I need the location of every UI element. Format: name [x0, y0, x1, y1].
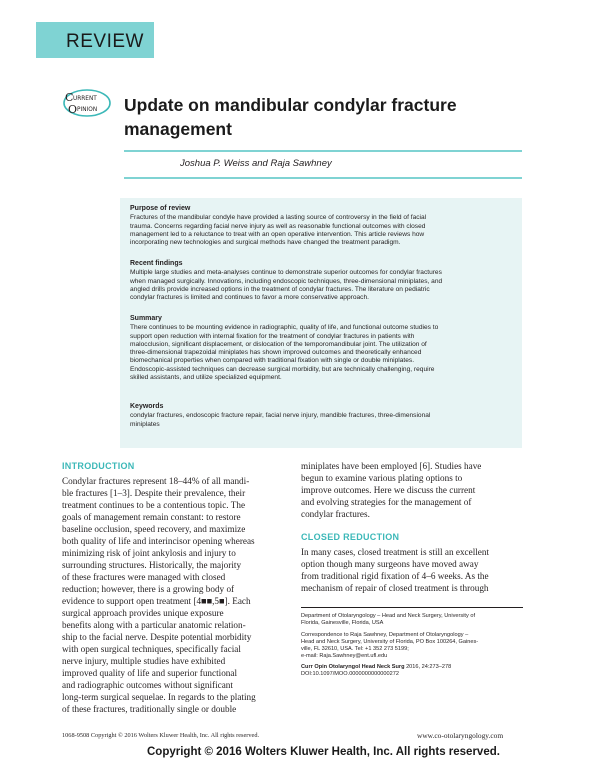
abstract-line: condylar fractures is limited and continues to favor a more conservative approach.	[130, 294, 369, 302]
department-line: Department of Otolaryngology – Head and Neck Surgery, University of	[301, 613, 476, 619]
body-line: both quality of life and interincisor opening whereas	[62, 536, 255, 546]
footer-issn-copyright: 1068-9508 Copyright © 2016 Wolters Kluwer Health, Inc. All rights reserved.	[62, 732, 260, 739]
citation-line	[301, 664, 531, 671]
intro-continuation	[301, 460, 523, 520]
keywords-heading: Keywords	[130, 403, 164, 410]
affiliation-rule	[301, 607, 523, 608]
abstract-line: malocclusion, significant displacement, or dislocation of the temporomandibular joint. The utilization of	[130, 340, 427, 348]
body-line: option though many surgeons have moved away	[301, 559, 479, 569]
body-line: baseline occlusion, speed recovery, and maximize	[62, 524, 246, 534]
abstract-findings	[130, 260, 522, 302]
abstract-line: support open reduction with internal fixation for the treatment of condylar fractures in patients with	[130, 332, 415, 340]
body-line: from traditional rigid fixation of 4–6 weeks. As the	[301, 571, 489, 581]
introduction-body	[62, 475, 287, 715]
body-line: goals of management remain constant: to restore	[62, 512, 241, 522]
body-line: minimizing risk of joint ankylosis and injury to	[62, 548, 236, 558]
department-line: Florida, Gainesville, Florida, USA	[301, 620, 384, 627]
logo-line2: PINION	[77, 107, 98, 113]
abstract-line: condylar fractures, endoscopic fracture repair, facial nerve injury, mandible fractures, three-dimensional	[130, 412, 431, 420]
body-line: and evolving strategies for the management of	[301, 497, 472, 507]
body-line: long-term surgical sequelae. In regards to the plating	[62, 692, 256, 702]
body-line: with open surgical techniques, specifically facial	[62, 644, 241, 654]
abstract-purpose	[130, 205, 522, 247]
abstract-line: three-dimensional trapezoidal miniplates has shown improved outcomes and theoretically enhanced	[130, 349, 422, 357]
closed-reduction-heading: CLOSED REDUCTION	[301, 532, 400, 542]
abstract-line: angled drills provide increased options in the treatment of condylar fractures. The literature on pediatric	[130, 285, 430, 293]
body-line: and radiographic outcomes without significant	[62, 680, 233, 690]
title-line-1: Update on mandibular condylar fracture	[124, 95, 457, 115]
body-line: benefits along with a particular anatomic relation-	[62, 620, 246, 630]
abstract-summary	[130, 315, 522, 382]
body-line: mechanism of repair of closed treatment is through	[301, 583, 489, 593]
article-title	[124, 93, 544, 141]
correspondence-line: Head and Neck Surgery, University of Florida, PO Box 100264, Gaines-	[301, 638, 479, 645]
body-line: ship to the facial nerve. Despite potential morbidity	[62, 632, 252, 642]
footer-website-link[interactable]: www.co-otolaryngology.com	[417, 731, 504, 740]
review-label: REVIEW	[66, 31, 144, 52]
body-line: of these fractures were managed with closed	[62, 572, 226, 582]
logo-big-c: C	[65, 91, 74, 104]
doi: DOI:10.1097/MOO.0000000000000272	[301, 671, 399, 678]
body-line: improved quality of life and superior functional	[62, 668, 238, 678]
body-line: surrounding structures. Historically, the majority	[62, 560, 242, 570]
affiliation-block	[301, 613, 531, 678]
summary-heading: Summary	[130, 315, 162, 322]
correspondence-line: e-mail: Raja.Sawhney@ent.ufl.edu	[301, 653, 388, 660]
title-rule	[124, 150, 522, 152]
abstract-line: trauma. Concerns regarding facial nerve injury as well as reasonable functional outcomes with closed	[130, 222, 426, 230]
abstract-keywords	[130, 403, 522, 429]
introduction-heading: INTRODUCTION	[62, 461, 135, 471]
body-line: improve outcomes. Here we discuss the current	[301, 485, 476, 495]
body-line: nerve injury, multiple studies have exhibited	[62, 656, 226, 666]
body-line: evidence to support open treatment [4■■,5■]. Each	[62, 596, 251, 606]
body-line: In many cases, closed treatment is still an excellent	[301, 547, 490, 557]
abstract-line: incorporating new technologies and surgical methods have changed the treatment paradigm.	[130, 239, 401, 247]
abstract-line: Fractures of the mandibular condyle have provided a lasting source of controversy in the field of facial	[130, 214, 427, 222]
abstract-line: Multiple large studies and meta-analyses continue to demonstrate superior outcomes for condylar fractures	[130, 269, 442, 277]
body-line: surgical approach provides unique exposure	[62, 608, 224, 618]
abstract-line: miniplates	[130, 420, 160, 428]
closed-reduction-body	[301, 546, 523, 594]
purpose-heading: Purpose of review	[130, 205, 191, 212]
body-line: of these fractures, traditionally single or double	[62, 704, 237, 714]
copyright-banner: Copyright © 2016 Wolters Kluwer Health, Inc. All rights reserved.	[147, 746, 500, 758]
body-line: Condylar fractures represent 18–44% of all mandi-	[62, 476, 250, 486]
logo-big-o: O	[68, 103, 78, 116]
body-line: miniplates have been employed [6]. Studies have	[301, 461, 482, 471]
abstract-line: skilled assistants, and utilize specialized equipment.	[130, 374, 282, 382]
journal-name: Curr Opin Otolaryngol Head Neck Surg	[301, 663, 405, 670]
body-line: treatment continues to be a contentious topic. The	[62, 500, 246, 510]
abstract-line: There continues to be mounting evidence in radiographic, quality of life, and functional outcome studies to	[130, 324, 439, 332]
authors-rule	[124, 177, 522, 179]
body-line: ble fractures [1–3]. Despite their prevalence, their	[62, 488, 246, 498]
correspondence-line: Correspondence to Raja Sawhney, Department of Otolaryngology –	[301, 631, 469, 638]
abstract-line: management led to a reluctance to treat with an open operative intervention. This article reviews how	[130, 230, 425, 238]
abstract-line: biomechanical properties when compared with traditional fixation with single or double miniplates.	[130, 357, 415, 365]
body-line: reduction; however, there is a growing body of	[62, 584, 235, 594]
title-line-2: management	[124, 119, 232, 139]
current-opinion-logo	[62, 88, 112, 118]
citation: 2016, 24:273–278	[404, 663, 452, 670]
body-line: condylar fractures.	[301, 509, 370, 519]
logo-line1: URRENT	[73, 96, 97, 102]
body-line: begun to examine various plating options to	[301, 473, 463, 483]
abstract-line: when managed surgically. Innovations, including endoscopic techniques, three-dimensional miniplates, and	[130, 277, 443, 285]
correspondence-line: ville, FL 32610, USA. Tel: +1 352 273 5199;	[301, 646, 409, 653]
abstract-line: Endoscopic-assisted techniques can decrease surgical morbidity, but are technically challenging, require	[130, 365, 435, 373]
authors: Joshua P. Weiss and Raja Sawhney	[180, 158, 332, 169]
findings-heading: Recent findings	[130, 260, 183, 267]
